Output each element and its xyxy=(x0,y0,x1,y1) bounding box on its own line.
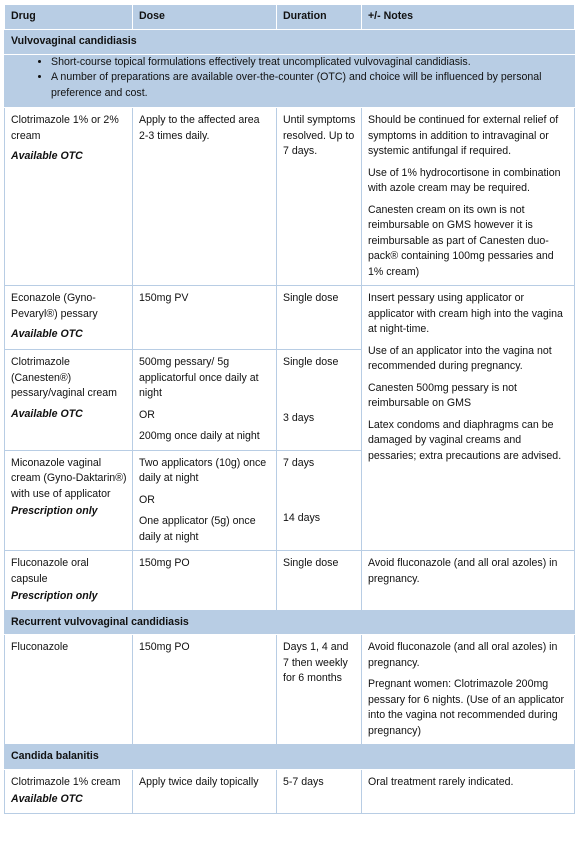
drug-cell: Econazole (Gyno-Pevaryl®) pessary Available OTC xyxy=(5,286,133,350)
header-drug: Drug xyxy=(5,5,133,30)
section-candida-balanitis xyxy=(5,745,575,770)
duration-cell: Until symptoms resolved. Up to 7 days. xyxy=(277,108,362,286)
section-title: Vulvovaginal candidiasis xyxy=(5,30,575,55)
dose-cell: 150mg PV xyxy=(133,286,277,350)
dose-cell: 500mg pessary/ 5g applicatorful once daily at night OR 200mg once daily at night xyxy=(133,350,277,451)
dose-cell: 150mg PO xyxy=(133,551,277,611)
section-title: Recurrent vulvovaginal candidiasis xyxy=(5,610,575,635)
header-notes: +/- Notes xyxy=(362,5,575,30)
availability-label: Available OTC xyxy=(11,150,83,162)
drug-cell: Fluconazole oral capsule Prescription only xyxy=(5,551,133,611)
dose-cell: Apply twice daily topically xyxy=(133,769,277,813)
duration-cell: 5-7 days xyxy=(277,769,362,813)
bullet-item: • A number of preparations are available over-the-counter (OTC) and choice will be influenced by personal preference and cost. xyxy=(51,70,569,101)
bullet-item: • Short-course topical formulations effectively treat uncomplicated vulvovaginal candidiasis. xyxy=(51,55,569,71)
table-row xyxy=(5,286,575,350)
section-vulvovaginal-candidiasis xyxy=(5,30,575,55)
drug-cell: Clotrimazole 1% or 2% cream Available OTC xyxy=(5,108,133,286)
section-recurrent-vulvovaginal-candidiasis xyxy=(5,610,575,635)
availability-label: Available OTC xyxy=(11,407,83,420)
section-title: Candida balanitis xyxy=(5,745,575,770)
drug-cell: Miconazole vaginal cream (Gyno-Daktarin®) with use of applicator Prescription only xyxy=(5,450,133,551)
notes-cell: Avoid fluconazole (and all oral azoles) in pregnancy. xyxy=(362,551,575,611)
dose-cell: 150mg PO xyxy=(133,635,277,745)
availability-label: Available OTC xyxy=(11,328,83,340)
duration-cell: 7 days 14 days xyxy=(277,450,362,551)
duration-cell: Single dose xyxy=(277,551,362,611)
availability-label: Prescription only xyxy=(11,505,98,517)
notes-cell: Should be continued for external relief of symptoms in addition to intravaginal or systemic antifungal if required. Use of 1% hydrocortisone in combination with azole cream may be required. Canesten cream on its own is not reimbursable on GMS however it is reimbursable as part of Canesten duo-pack® containing 100mg pessaries and 1% cream) xyxy=(362,108,575,286)
drug-table-container xyxy=(4,4,574,814)
drug-cell: Fluconazole xyxy=(5,635,133,745)
duration-cell: Single dose 3 days xyxy=(277,350,362,451)
notes-cell-shared: Insert pessary using applicator or applicator with cream high into the vagina at night-time. Use of an applicator into the vagina not recommended during pregnancy. Canesten 500mg pessary is not reimbursable on GMS Latex condoms and diaphragms can be damaged by vaginal creams and pessaries; extra precautions are advised. xyxy=(362,286,575,551)
table-row xyxy=(5,769,575,813)
treatment-table xyxy=(4,4,575,814)
table-row xyxy=(5,551,575,611)
bullet-list xyxy=(11,55,569,102)
section-bullets xyxy=(5,54,575,108)
notes-cell: Avoid fluconazole (and all oral azoles) in pregnancy. Pregnant women: Clotrimazole 200mg pessary for 6 nights. (Use of an applicator into the vagina not recommended during pregnancy) xyxy=(362,635,575,745)
header-dose: Dose xyxy=(133,5,277,30)
duration-cell: Single dose xyxy=(277,286,362,350)
duration-cell: Days 1, 4 and 7 then weekly for 6 months xyxy=(277,635,362,745)
notes-cell: Oral treatment rarely indicated. xyxy=(362,769,575,813)
table-row xyxy=(5,108,575,286)
drug-cell: Clotrimazole 1% cream Available OTC xyxy=(5,769,133,813)
dose-cell: Two applicators (10g) once daily at night OR One applicator (5g) once daily at night xyxy=(133,450,277,551)
availability-label: Prescription only xyxy=(11,590,98,602)
availability-label: Available OTC xyxy=(11,793,83,805)
header-duration: Duration xyxy=(277,5,362,30)
table-row xyxy=(5,635,575,745)
header-row xyxy=(5,5,575,30)
dose-cell: Apply to the affected area 2-3 times daily. xyxy=(133,108,277,286)
drug-cell: Clotrimazole (Canesten®) pessary/vaginal cream Available OTC xyxy=(5,350,133,451)
